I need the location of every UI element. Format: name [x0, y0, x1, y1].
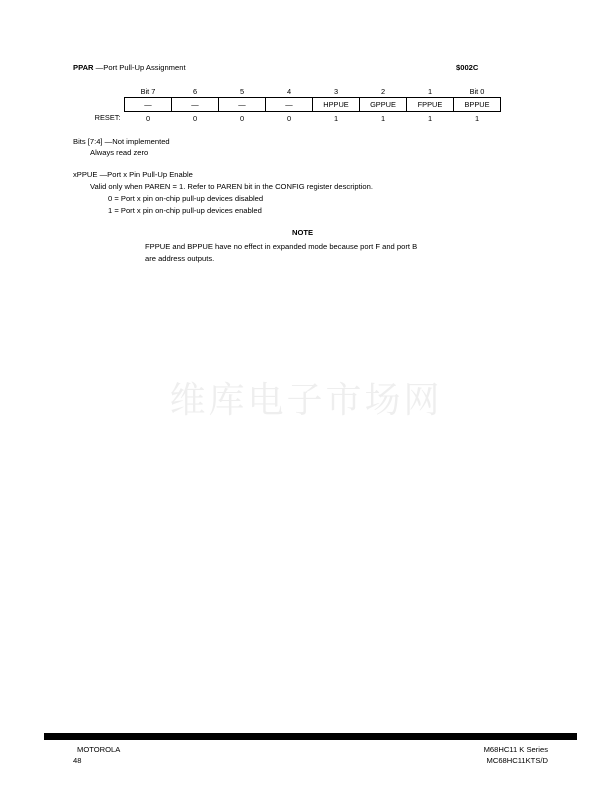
bit-name-cell: HPPUE	[313, 98, 360, 112]
register-description: —Port Pull-Up Assignment	[93, 63, 186, 72]
reset-value: 1	[380, 113, 386, 123]
bit-name-cell: GPPUE	[360, 98, 407, 112]
xppue-desc: Valid only when PAREN = 1. Refer to PAREN bit in the CONFIG register description.	[90, 182, 373, 191]
footer-bar	[44, 733, 577, 740]
xppue-title: xPPUE —Port x Pin Pull-Up Enable	[73, 170, 193, 179]
bit-label: Bit 0	[469, 86, 485, 96]
bit-label: 3	[333, 86, 339, 96]
register-table	[70, 85, 501, 124]
bit-name-cell: BPPUE	[454, 98, 501, 112]
footer-document-id: MC68HC11KTS/D	[486, 756, 548, 765]
register-title	[73, 63, 186, 72]
bit-name-row	[70, 98, 501, 112]
reset-label: RESET:	[94, 113, 121, 123]
reset-value: 1	[474, 113, 480, 123]
register-address: $002C	[456, 63, 479, 72]
footer-company: MOTOROLA	[77, 745, 121, 754]
bits-7-4-title: Bits [7:4] —Not implemented	[73, 137, 170, 146]
bit-label: 4	[286, 86, 292, 96]
bit-label-row	[70, 85, 501, 98]
watermark-text: 维库电子市场网	[169, 380, 443, 421]
bit-name-cell: —	[125, 98, 172, 112]
bit-label: 6	[192, 86, 198, 96]
footer-series: M68HC11 K Series	[483, 745, 548, 754]
bit-label: 1	[427, 86, 433, 96]
reset-value: 0	[286, 113, 292, 123]
footer-page-number: 48	[73, 756, 82, 765]
xppue-option-0: 0 = Port x pin on-chip pull-up devices disabled	[108, 194, 264, 203]
xppue-option-1: 1 = Port x pin on-chip pull-up devices enabled	[108, 206, 262, 215]
reset-value: 0	[145, 113, 151, 123]
bit-label: Bit 7	[140, 86, 156, 96]
bit-label: 5	[239, 86, 245, 96]
reset-value: 0	[192, 113, 198, 123]
bits-7-4-desc: Always read zero	[90, 148, 149, 157]
register-name: PPAR	[73, 63, 94, 72]
bit-label: 2	[380, 86, 386, 96]
reset-row	[70, 112, 501, 125]
bit-name-cell: —	[266, 98, 313, 112]
reset-value: 1	[333, 113, 339, 123]
reset-value: 0	[239, 113, 245, 123]
note-line-2: are address outputs.	[145, 254, 215, 263]
bit-name-cell: —	[172, 98, 219, 112]
bit-name-cell: FPPUE	[407, 98, 454, 112]
note-title: NOTE	[292, 228, 314, 237]
bit-name-cell: —	[219, 98, 266, 112]
note-line-1: FPPUE and BPPUE have no effect in expanded mode because port F and port B	[145, 242, 418, 251]
reset-value: 1	[427, 113, 433, 123]
